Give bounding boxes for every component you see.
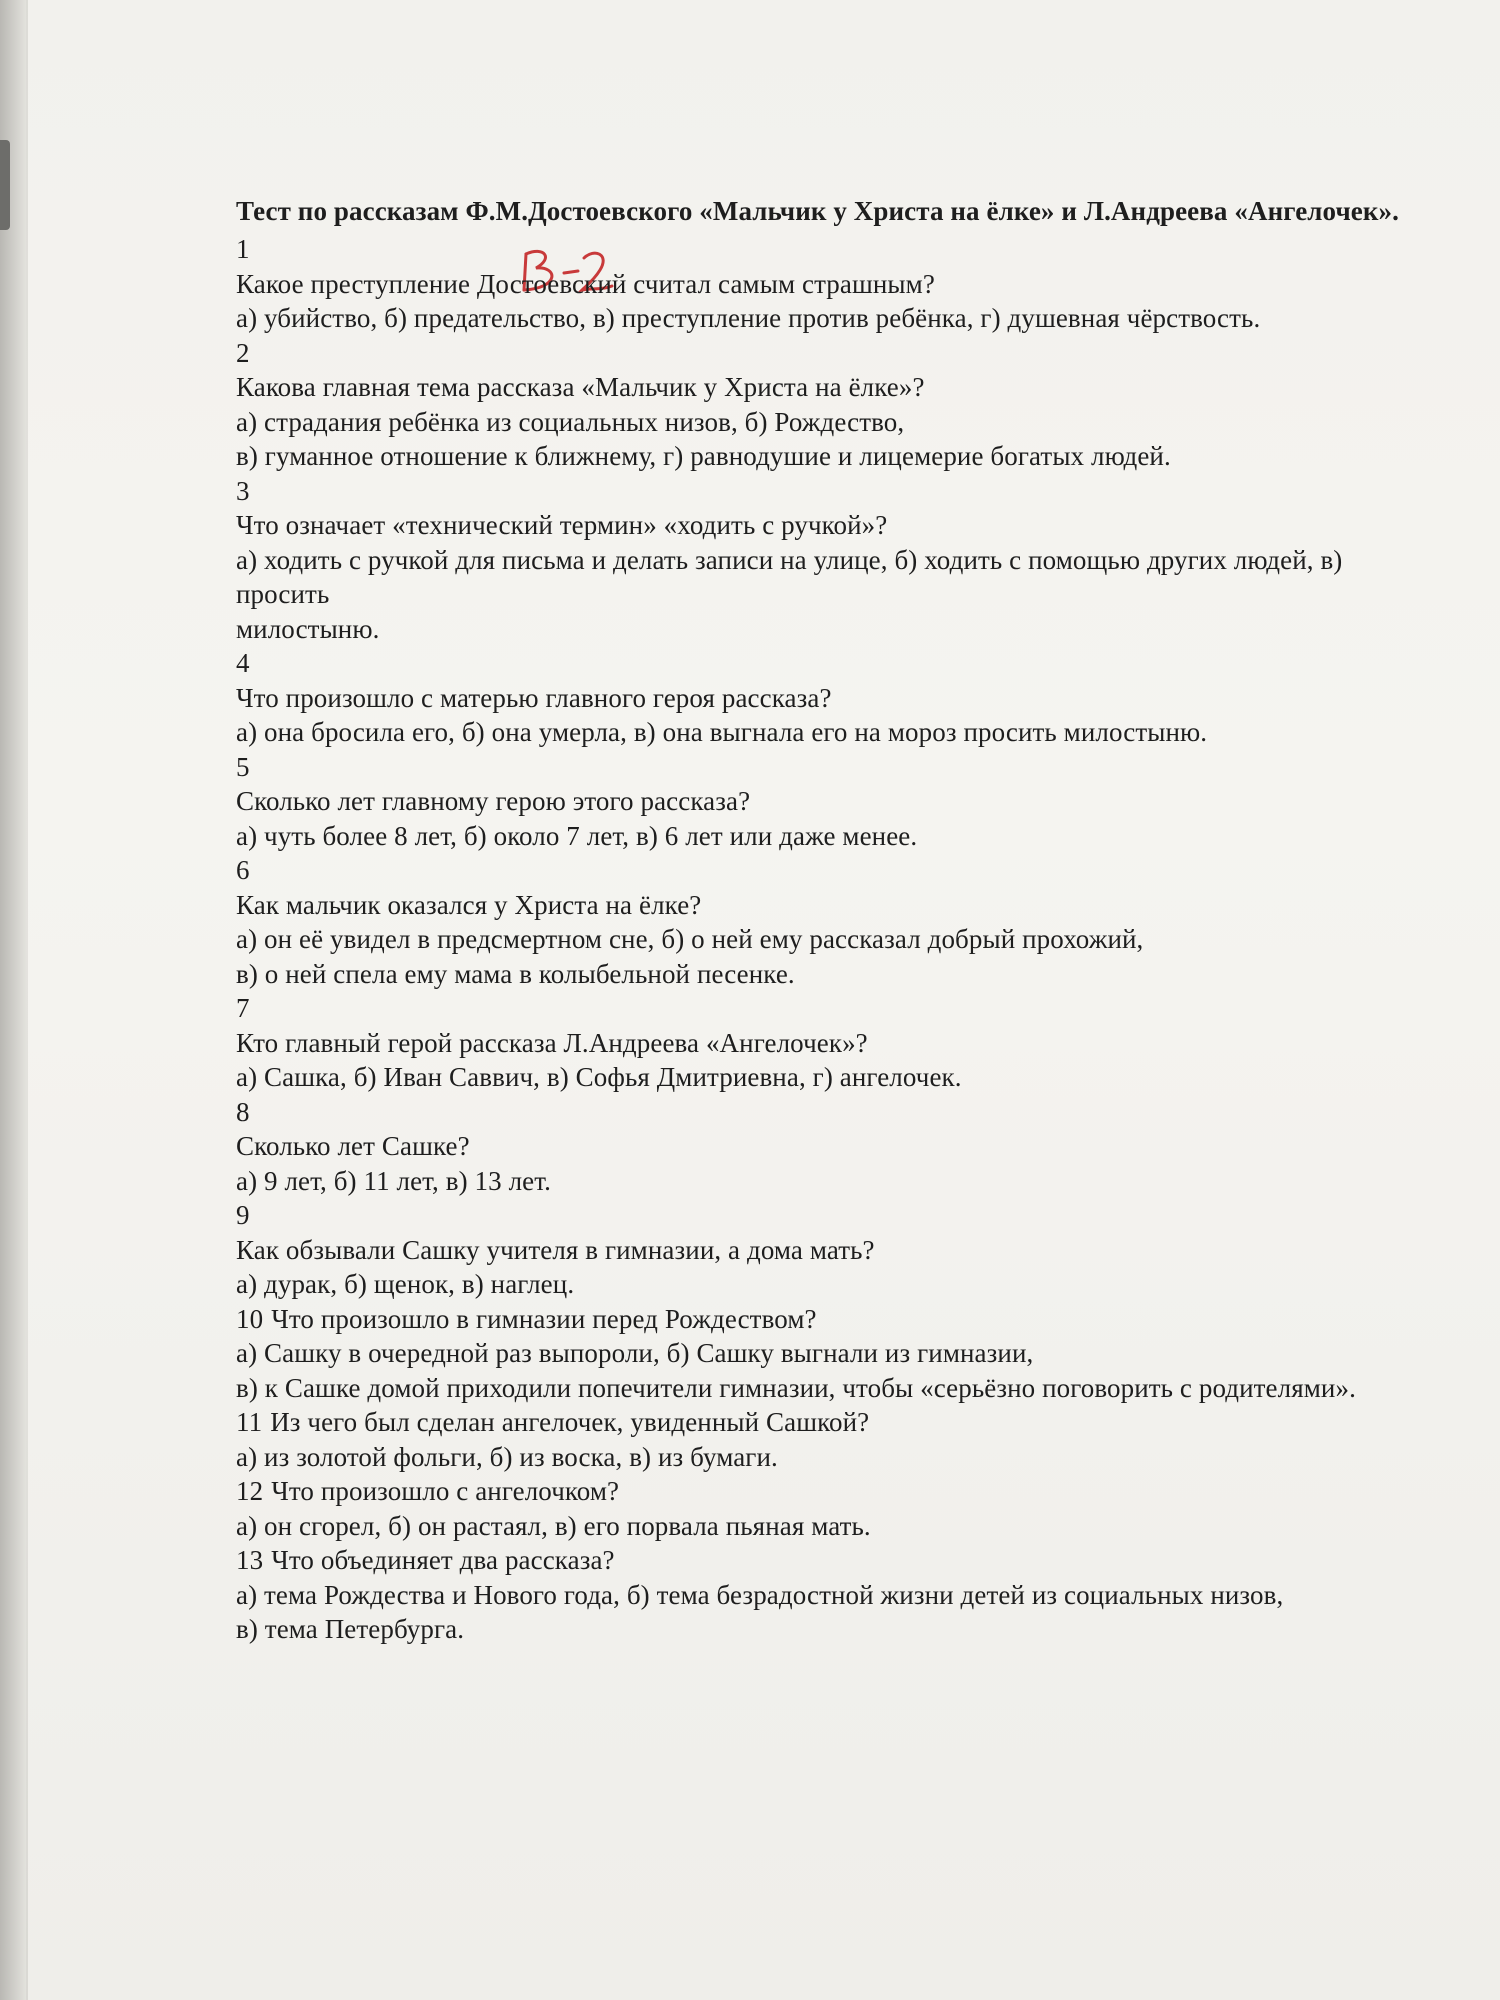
answer-options: а) убийство, б) предательство, в) преступление против ребёнка, г) душевная чёрствость.	[236, 303, 1261, 333]
question-number: 10	[236, 1303, 264, 1334]
answer-options: а) ходить с ручкой для письма и делать записи на улице, б) ходить с помощью других людей, в) просить	[236, 544, 1343, 609]
answer-options: а) он сгорел, б) он растаял, в) его порвала пьяная мать.	[236, 1510, 871, 1541]
question-text: Как обзывали Сашку учителя в гимназии, а дома мать?	[236, 1234, 875, 1265]
test-document	[236, 192, 1456, 1647]
question-line	[236, 1405, 1456, 1440]
desk-clip	[0, 140, 10, 230]
answer-options: а) он её увидел в предсмертном сне, б) о ней ему рассказал добрый прохожий,	[236, 924, 1144, 954]
question-text: Кто главный герой рассказа Л.Андреева «Ангелочек»?	[236, 1027, 868, 1058]
question-number: 11	[236, 1407, 263, 1437]
question-text: Сколько лет Сашке?	[236, 1131, 470, 1161]
answer-options: а) чуть более 8 лет, б) около 7 лет, в) 6 лет или даже менее.	[236, 820, 918, 851]
question-line	[236, 1543, 1456, 1578]
question-number: 4	[236, 648, 250, 678]
question-number: 8	[236, 1096, 250, 1127]
test-title: Тест по рассказам Ф.М.Достоевского «Мальчик у Христа на ёлке» и Л.Андреева «Ангелочек».	[236, 196, 1399, 226]
answer-options: а) страдания ребёнка из социальных низов, б) Рождество,	[236, 406, 905, 437]
question-text: Из чего был сделан ангелочек, увиденный Сашкой?	[270, 1407, 870, 1437]
answer-options: а) Сашка, б) Иван Саввич, в) Софья Дмитриевна, г) ангелочек.	[236, 1062, 962, 1092]
question-number: 3	[236, 475, 250, 506]
question-text: Какое преступление Достоевский считал самым страшным?	[236, 268, 935, 299]
question-number: 13	[236, 1545, 264, 1575]
answer-options: а) из золотой фольги, б) из воска, в) из бумаги.	[236, 1441, 778, 1472]
question-number: 12	[236, 1476, 264, 1506]
desk-edge	[0, 0, 26, 2000]
answer-options: милостыню.	[236, 613, 380, 644]
answer-options: в) к Сашке домой приходили попечители гимназии, чтобы «серьёзно поговорить с родителями».	[236, 1372, 1356, 1403]
question-text: Что произошло в гимназии перед Рождеством?	[271, 1303, 817, 1334]
answer-options: в) гуманное отношение к ближнему, г) равнодушие и лицемерие богатых людей.	[236, 441, 1171, 471]
answer-options: в) о ней спела ему мама в колыбельной песенке.	[236, 958, 795, 989]
question-number: 1	[236, 234, 250, 264]
question-number: 7	[236, 993, 250, 1023]
question-text: Как мальчик оказался у Христа на ёлке?	[236, 889, 702, 920]
answer-options: а) 9 лет, б) 11 лет, в) 13 лет.	[236, 1165, 551, 1196]
question-text: Сколько лет главному герою этого рассказа?	[236, 786, 751, 816]
answer-options: а) она бросила его, б) она умерла, в) она выгнала его на мороз просить милостыню.	[236, 717, 1208, 747]
question-text: Какова главная тема рассказа «Мальчик у Христа на ёлке»?	[236, 372, 925, 402]
answer-options: а) тема Рождества и Нового года, б) тема безрадостной жизни детей из социальных низов,	[236, 1579, 1284, 1610]
question-line	[236, 1474, 1456, 1509]
question-number: 6	[236, 855, 250, 885]
question-line	[236, 1302, 1456, 1337]
question-number: 2	[236, 337, 250, 368]
question-number: 5	[236, 751, 250, 782]
question-text: Что объединяет два рассказа?	[271, 1545, 615, 1575]
answer-options: а) Сашку в очередной раз выпороли, б) Сашку выгнали из гимназии,	[236, 1338, 1034, 1368]
answer-options: в) тема Петербурга.	[236, 1614, 465, 1644]
question-text: Что произошло с ангелочком?	[271, 1476, 620, 1506]
question-text: Что означает «технический термин» «ходить с ручкой»?	[236, 510, 888, 540]
question-number: 9	[236, 1200, 250, 1230]
question-text: Что произошло с матерью главного героя рассказа?	[236, 682, 832, 713]
answer-options: а) дурак, б) щенок, в) наглец.	[236, 1269, 575, 1299]
